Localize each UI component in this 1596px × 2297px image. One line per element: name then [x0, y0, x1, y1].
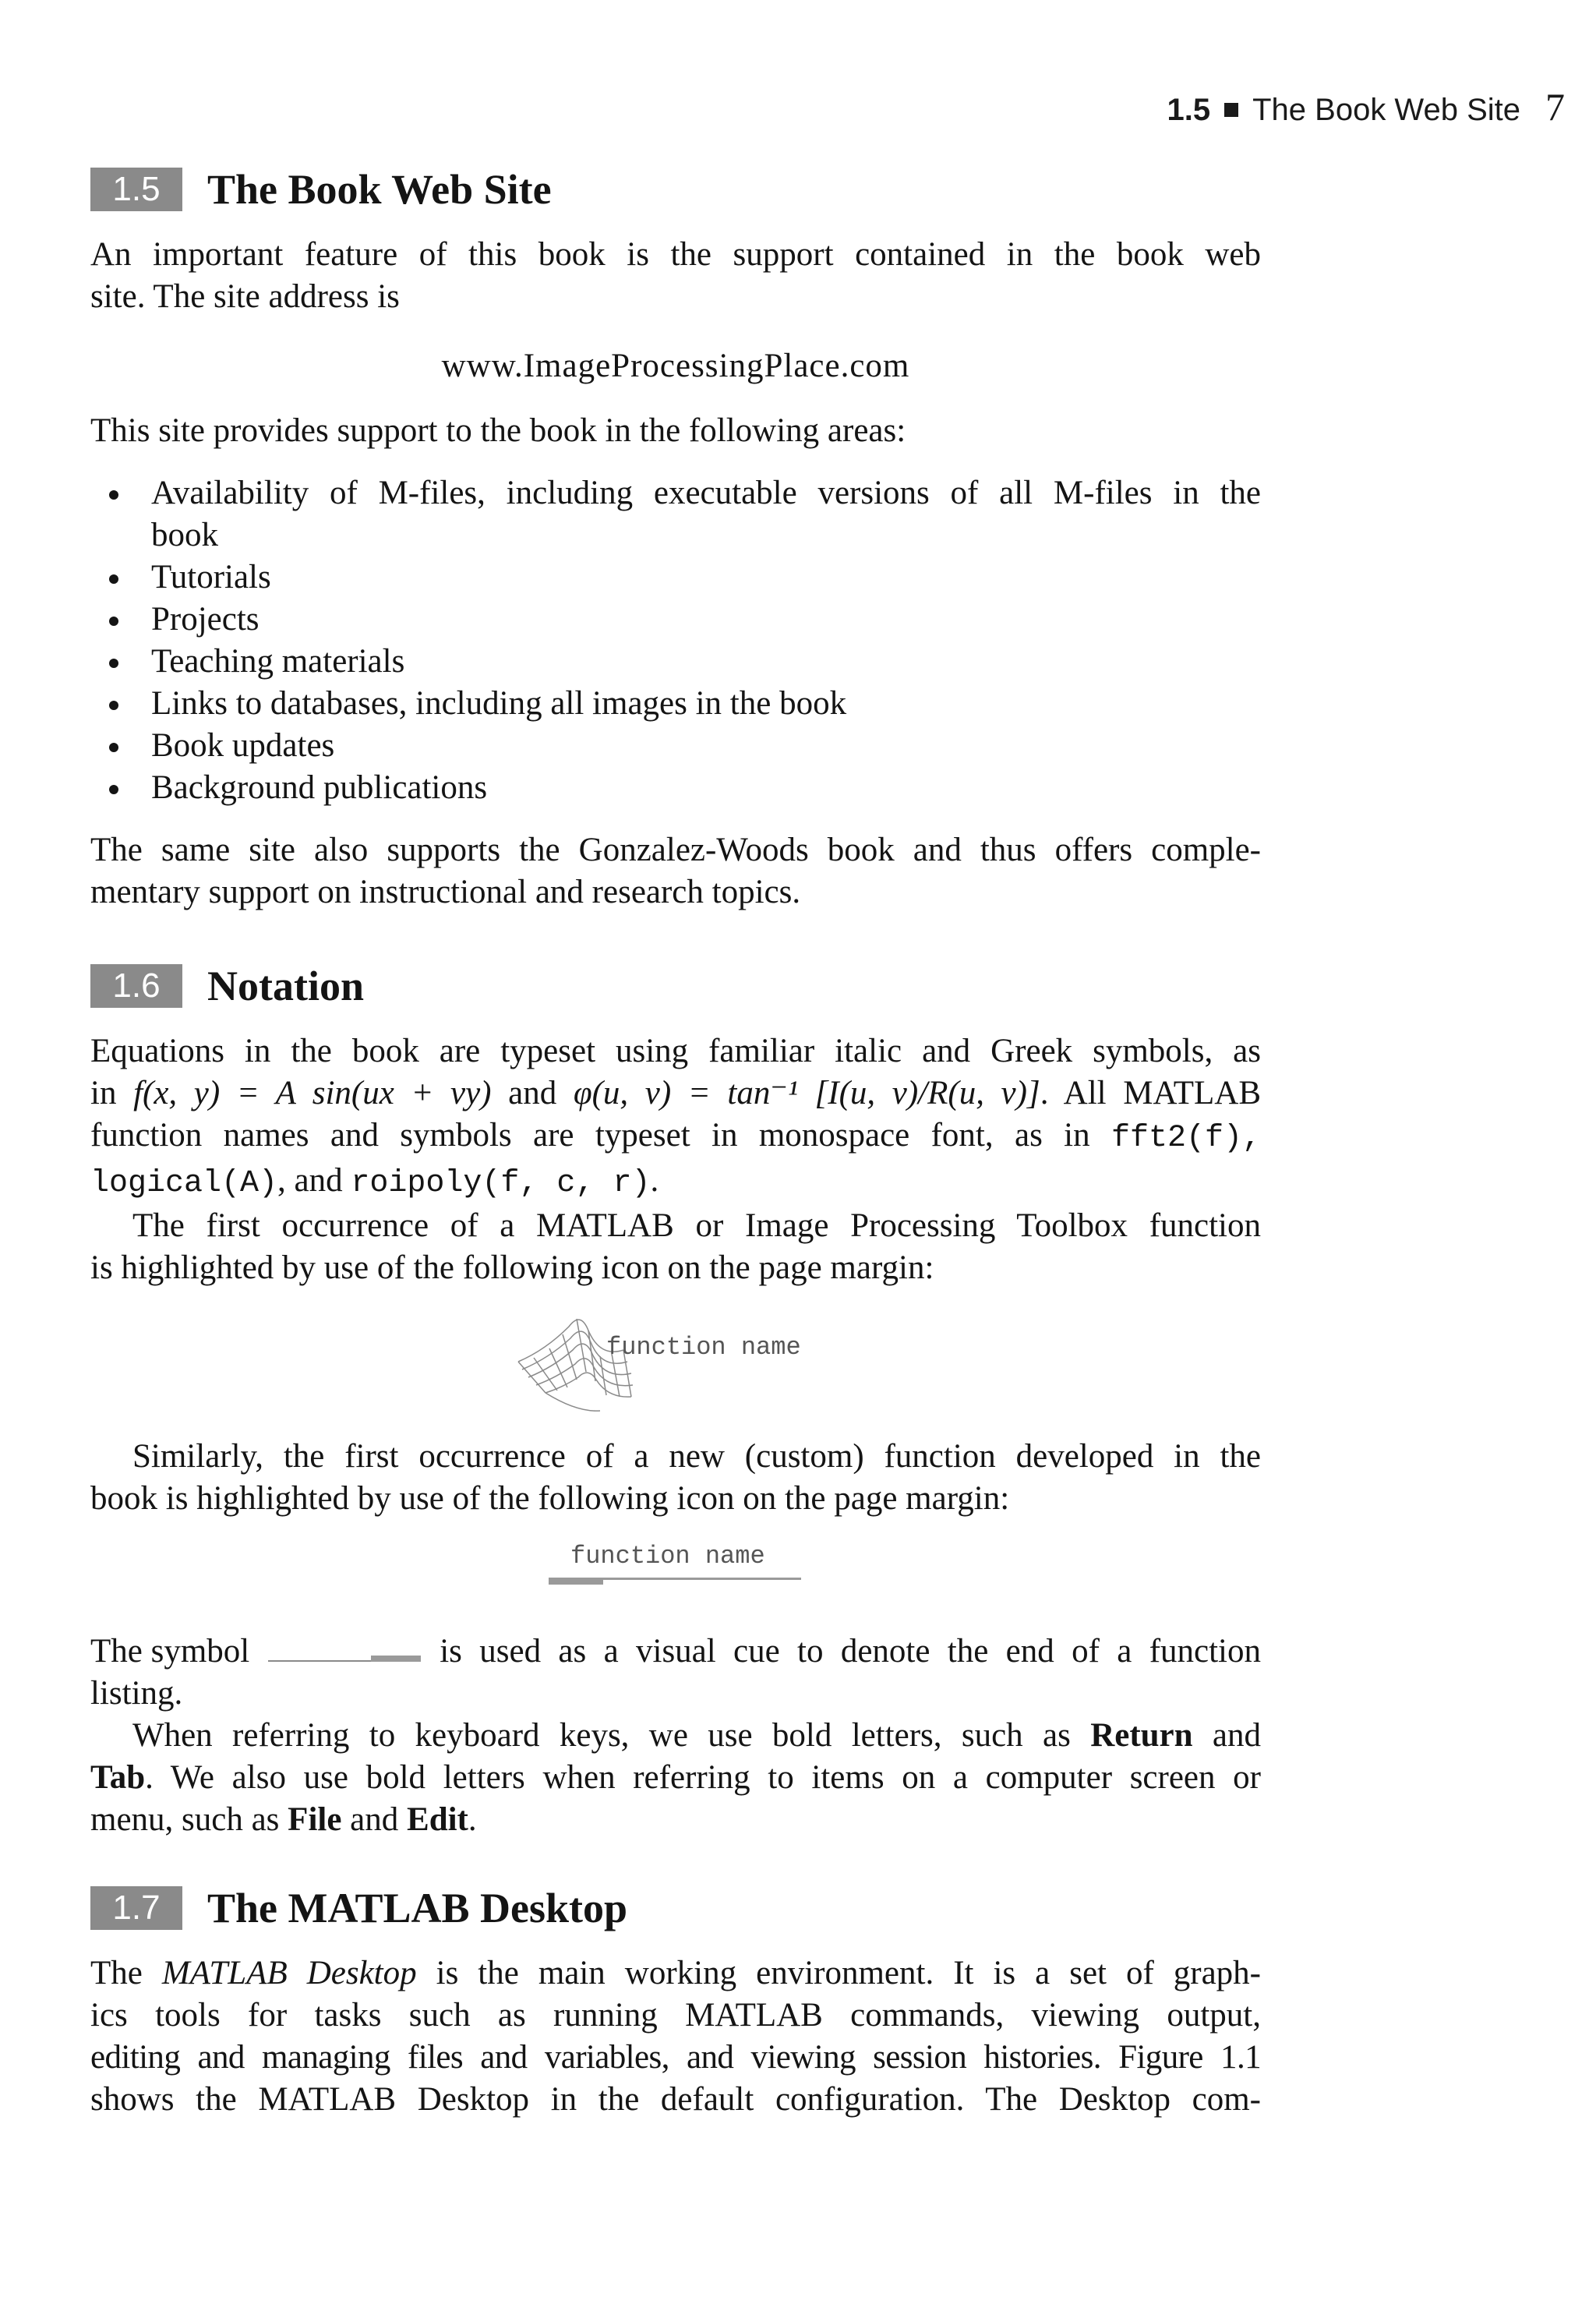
list-item: Links to databases, including all images in the book — [90, 683, 1261, 725]
toolbox-function-icon — [514, 1303, 842, 1420]
icon-underline-tab — [549, 1578, 603, 1585]
notation-paragraph-1: Equations in the book are typeset using familiar italic and Greek symbols, as in f(x, y) = A sin(ux + vy) and φ(u, v) = tan⁻¹ [I(u, v)/R(u, v)]. All MATLAB function names and symbols are typeset in monospace font, as in fft2(f), logical(A), and roipoly(f, c, r). The first occurrence of a MATLAB or Image Processing Toolbox function is highlighted by use of the following icon on the page margin: — [90, 1033, 1262, 1286]
list-item: Availability of M-files, including executable versions of all M-files in the — [90, 472, 1261, 514]
section-heading-1-5 — [90, 162, 552, 217]
support-areas-list — [90, 472, 1261, 809]
menu-edit: Edit — [407, 1801, 468, 1838]
section-title: The Book Web Site — [207, 166, 552, 213]
list-item: Projects — [90, 599, 1261, 641]
equation-1: f(x, y) = A sin(ux + vy) — [133, 1075, 492, 1111]
code-fft2: fft2(f), — [1110, 1121, 1261, 1156]
bullet-icon — [109, 574, 118, 584]
list-item: Book updates — [90, 725, 1261, 767]
surface-mesh-icon — [514, 1303, 639, 1420]
paragraph-line: An important feature of this book is the support contained in the book web — [90, 236, 1261, 273]
square-bullet-icon — [1224, 103, 1238, 117]
bullet-icon — [109, 785, 118, 794]
list-item-continuation: book — [151, 517, 218, 553]
bullet-icon — [109, 743, 118, 752]
section-1-5-closing: The same site also supports the Gonzalez-Woods book and thus offers comple- mentary support on instructional and research topics. — [90, 832, 1261, 910]
icon-label: function name — [570, 1542, 765, 1571]
section-number-box: 1.6 — [90, 964, 182, 1008]
code-logical: logical(A) — [90, 1166, 278, 1201]
running-header — [1167, 84, 1566, 128]
section-heading-1-7 — [90, 1881, 627, 1935]
section-title: The MATLAB Desktop — [207, 1885, 628, 1931]
running-header-section-number: 1.5 — [1167, 93, 1211, 127]
end-of-listing-symbol — [268, 1654, 421, 1662]
page-number: 7 — [1545, 85, 1565, 129]
section-number-box: 1.7 — [90, 1886, 182, 1930]
section-title: Notation — [207, 963, 364, 1009]
bullet-icon — [109, 617, 118, 626]
custom-function-icon — [546, 1542, 803, 1588]
menu-file: File — [288, 1801, 342, 1838]
icon-label: function name — [606, 1333, 801, 1362]
key-tab: Tab — [90, 1759, 146, 1796]
bullet-icon — [109, 659, 118, 668]
running-header-title: The Book Web Site — [1252, 93, 1520, 127]
bullet-icon — [109, 701, 118, 710]
web-address: www.ImageProcessingPlace.com — [441, 348, 910, 384]
section-number-box: 1.5 — [90, 168, 182, 211]
section-1-5-lead: This site provides support to the book in the following areas: — [90, 412, 906, 449]
bullet-icon — [109, 490, 118, 500]
matlab-desktop-paragraph: The MATLAB Desktop is the main working environment. It is a set of graph- ics tools for tasks such as running MATLAB commands, viewing output, editing and managing files and variables, and viewing session histories. Figure 1.1 shows the MATLAB Desktop in the default configuration. The Desktop com- — [90, 1955, 1262, 2118]
list-item: Tutorials — [90, 557, 1261, 599]
list-item: Teaching materials — [90, 641, 1261, 683]
notation-paragraph-3: Similarly, the first occurrence of a new (custom) function developed in the book is highlighted by use of the following icon on the page margin: — [90, 1438, 1261, 1517]
list-item: Background publications — [90, 767, 1261, 809]
code-roipoly: roipoly(f, c, r) — [351, 1166, 651, 1201]
section-heading-1-6 — [90, 959, 364, 1013]
equation-2: φ(u, v) = tan⁻¹ [I(u, v)/R(u, v)] — [573, 1075, 1040, 1111]
paragraph-line: site. The site address is — [90, 278, 400, 315]
key-return: Return — [1090, 1717, 1193, 1754]
section-1-5-intro — [90, 234, 1261, 318]
notation-paragraph-4: The symbol is used as a visual cue to denote the end of a function listing. When referring to keyboard keys, we use bold letters, such as Return and Tab. We also use bold letters when referring to items on a computer screen or menu, such as File and Edit. — [90, 1633, 1261, 1838]
